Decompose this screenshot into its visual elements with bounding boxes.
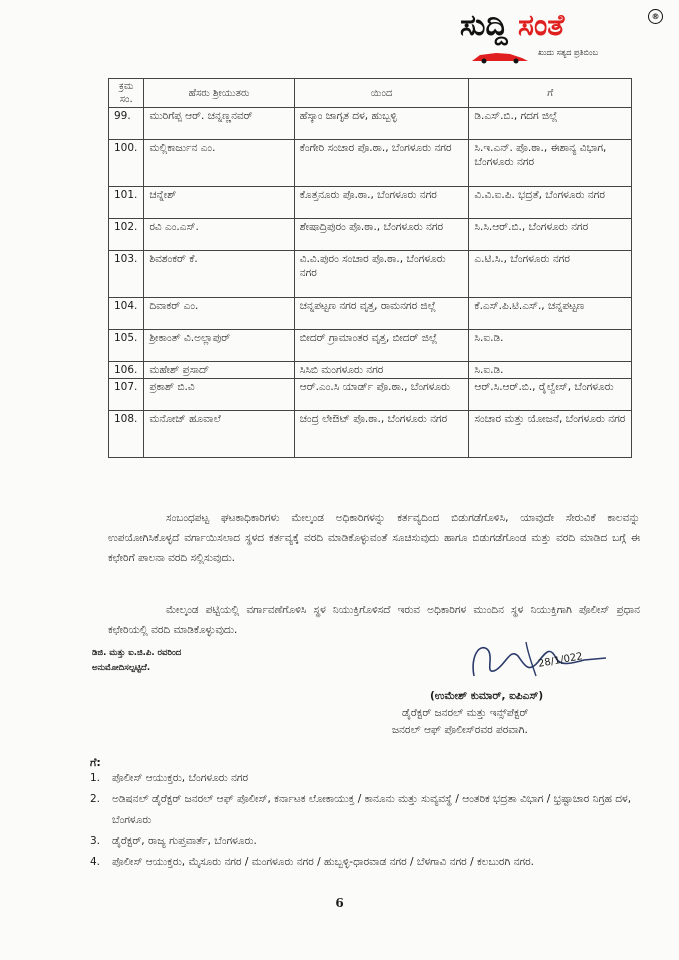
list-item-number: 1. [90,772,101,784]
table-row [109,298,632,330]
cell-name: ಮನೋಜ್ ಹೂವಾಲೆ [144,411,294,458]
cell-to: ಸಿ.ಸಿ.ಆರ್.ಬಿ., ಬೆಂಗಳೂರು ನಗರ [469,219,632,251]
logo-wordmark [460,6,564,46]
approval-line-1: ಡಿಜಿ. ಮತ್ತು ಐ.ಜಿ.ಪಿ. ರವರಿಂದ [92,648,182,658]
list-item [90,768,640,789]
cell-no: 107. [109,379,144,411]
cell-from: ಕೊತ್ತನೂರು ಪೊ.ಠಾ., ಬೆಂಗಳೂರು ನಗರ [294,187,469,219]
cell-from: ಸಿಸಿಬಿ ಮಂಗಳೂರು ನಗರ [294,362,469,379]
signer-designation-2: ಜನರಲ್ ಆಫ್ ಪೊಲೀಸ್‌ರವರ ಪರವಾಗಿ. [392,724,528,736]
list-item [90,831,640,852]
list-item [90,852,640,873]
cell-to: ಕೆ.ಎಸ್.ಪಿ.ಟಿ.ಎಸ್., ಚನ್ನಪಟ್ಟಣ [469,298,632,330]
site-logo [460,6,665,68]
cell-to: ಸಿ.ಐ.ಡಿ. [469,330,632,362]
cell-to: ವಿ.ವಿ.ಐ.ಪಿ. ಭದ್ರತೆ, ಬೆಂಗಳೂರು ನಗರ [469,187,632,219]
col-header-no: ಕ್ರಮ ಸಂ. [109,79,144,108]
recipients-heading: ಗೆ: [90,756,101,769]
cell-name: ಮಲ್ಲಿಕಾರ್ಜುನ ಎಂ. [144,140,294,187]
table-row [109,251,632,298]
cell-name: ರವಿ ಎಂ.ಎಸ್. [144,219,294,251]
signer-block [392,688,543,739]
table-row [109,108,632,140]
cell-name: ಚನ್ನೇಶ್ [144,187,294,219]
cell-to: ಸಂಚಾರ ಮತ್ತು ಯೋಜನೆ, ಬೆಂಗಳೂರು ನಗರ [469,411,632,458]
col-header-to: ಗೆ [469,79,632,108]
table-row [109,379,632,411]
table-row [109,330,632,362]
cell-name: ಪ್ರಕಾಶ್ ಬಿ.ವಿ [144,379,294,411]
cell-to: ಆರ್.ಸಿ.ಆರ್.ಬಿ., ರೈಲ್ವೇಸ್, ಬೆಂಗಳೂರು [469,379,632,411]
logo-part1: ಸುದ್ದಿ [460,8,508,43]
table-row [109,219,632,251]
cell-no: 108. [109,411,144,458]
cell-from: ಆರ್.ಎಂ.ಸಿ ಯಾರ್ಡ್ ಪೊ.ಠಾ., ಬೆಂಗಳೂರು [294,379,469,411]
cell-name: ಶಿವಶಂಕರ್ ಕೆ. [144,251,294,298]
list-item-number: 2. [90,793,101,805]
cell-name: ದಿವಾಕರ್ ಎಂ. [144,298,294,330]
cell-to: ಎ.ಟಿ.ಸಿ., ಬೆಂಗಳೂರು ನಗರ [469,251,632,298]
cell-to: ಸಿ.ಇ.ಎನ್. ಪೊ.ಠಾ., ಈಶಾನ್ಯ ವಿಭಾಗ, ಬೆಂಗಳೂರು ನಗರ [469,140,632,187]
list-item-text: ಪೊಲೀಸ್ ಆಯುಕ್ತರು, ಮೈಸೂರು ನಗರ / ಮಂಗಳೂರು ನಗರ / ಹುಬ್ಬಳ್ಳಿ-ಧಾರವಾಡ ನಗರ / ಬೆಳಗಾವಿ ನಗರ / ಕಲಬುರಗಿ ನಗರ. [112,856,534,868]
cell-from: ಚನ್ನಪಟ್ಟಣ ನಗರ ವೃತ್ತ, ರಾಮನಗರ ಜಿಲ್ಲೆ [294,298,469,330]
cell-no: 104. [109,298,144,330]
signer-designation: ಡೈರೆಕ್ಟರ್ ಜನರಲ್ ಮತ್ತು ಇನ್ಸ್‌ಪೆಕ್ಟರ್ [402,707,529,719]
instruction-paragraph: ಸಂಬಂಧಪಟ್ಟ ಘಟಕಾಧಿಕಾರಿಗಳು ಮೇಲ್ಕಂಡ ಅಧಿಕಾರಿಗಳನ್ನು ಕರ್ತವ್ಯದಿಂದ ಬಿಡುಗಡೆಗೊಳಿಸಿ, ಯಾವುದೇ ಸೇರುವಿಕೆ ಕಾಲವನ್ನು ಉಪಯೋಗಿಸಿಕೊಳ್ಳದೆ ವರ್ಗಾಯಿಸಲಾದ ಸ್ಥಳದ ಕರ್ತವ್ಯಕ್ಕೆ ವರದಿ ಮಾಡಿಕೊಳ್ಳುವಂತೆ ಸೂಚಿಸುವುದು ಹಾಗೂ ಬಿಡುಗಡೆಗೊಂಡ ಮತ್ತು ವರದಿ ಮಾಡಿದ ಬಗ್ಗೆ ಈ ಕಛೇರಿಗೆ ಪಾಲನಾ ವರದಿ ಸಲ್ಲಿಸುವುದು. [108,512,640,564]
approval-note [92,646,181,676]
logo-tagline: ಖುದು ಸತ್ಯದ ಪ್ರತಿಬಿಂಬ [538,48,598,57]
reporting-paragraph: ಮೇಲ್ಕಂಡ ಪಟ್ಟಿಯಲ್ಲಿ ವರ್ಗಾವಣೆಗೊಳಿಸಿ ಸ್ಥಳ ನಿಯುಕ್ತಿಗೊಳಿಸದೆ ಇರುವ ಅಧಿಕಾರಿಗಳ ಮುಂದಿನ ಸ್ಥಳ ನಿಯುಕ್ತಿಗಾಗಿ ಪೊಲೀಸ್ ಪ್ರಧಾನ ಕಛೇರಿಯಲ್ಲಿ ವರದಿ ಮಾಡಿಕೊಳ್ಳುವುದು. [108,604,640,636]
cell-from: ಹೆಸ್ಕಾಂ ಜಾಗೃತ ದಳ, ಹುಬ್ಬಳ್ಳಿ [294,108,469,140]
transfer-table [108,78,632,458]
cell-from: ವಿ.ವಿ.ಪುರಂ ಸಂಚಾರ ಪೊ.ಠಾ., ಬೆಂಗಳೂರು ನಗರ [294,251,469,298]
list-item-number: 4. [90,856,101,868]
list-item [90,789,640,831]
col-header-name: ಹೆಸರು ಶ್ರೀಯುತರು [144,79,294,108]
col-header-from: ಯಿಂದ [294,79,469,108]
cell-name: ಶ್ರೀಕಾಂತ್ ವಿ.ಅಲ್ಲಾಪುರ್ [144,330,294,362]
list-item-text: ಅಡಿಷನಲ್ ಡೈರೆಕ್ಟರ್ ಜನರಲ್ ಆಫ್ ಪೊಲೀಸ್, ಕರ್ನಾಟಕ ಲೋಕಾಯುಕ್ತ / ಕಾನೂನು ಮತ್ತು ಸುವ್ಯವಸ್ಥೆ / ಆಂತರಿಕ ಭದ್ರತಾ ವಿಭಾಗ / ಭ್ರಷ್ಟಾಚಾರ ನಿಗ್ರಹ ದಳ, ಬೆಂಗಳೂರು [112,793,632,826]
cell-no: 99. [109,108,144,140]
cell-name: ಮಹೇಶ್ ಪ್ರಸಾದ್ [144,362,294,379]
signature-date: 28/1/022 [537,651,584,670]
logo-registered-mark: ® [648,9,663,24]
cell-no: 103. [109,251,144,298]
table-row [109,362,632,379]
cell-from: ಕೆಂಗೇರಿ ಸಂಚಾರ ಪೊ.ಠಾ., ಬೆಂಗಳೂರು ನಗರ [294,140,469,187]
table-header-row [109,79,632,108]
cell-from: ಶೇಷಾದ್ರಿಪುರಂ ಪೊ.ಠಾ., ಬೆಂಗಳೂರು ನಗರ [294,219,469,251]
cell-from: ಚಂದ್ರ ಲೇಔಟ್ ಪೊ.ಠಾ., ಬೆಂಗಳೂರು ನಗರ [294,411,469,458]
approval-line-2: ಅನುಮೋದಿಸಲ್ಪಟ್ಟಿದೆ. [92,663,151,673]
cell-name: ಮುರಿಗೆಪ್ಪ ಆರ್. ಚನ್ನಣ್ಣನವರ್ [144,108,294,140]
cell-no: 102. [109,219,144,251]
cell-no: 100. [109,140,144,187]
list-item-text: ಡೈರೆಕ್ಟರ್, ರಾಜ್ಯ ಗುಪ್ತವಾರ್ತೆ, ಬೆಂಗಳೂರು. [112,835,257,847]
page-number: 6 [335,896,344,910]
cell-to: ಡಿ.ಎಸ್.ಬಿ., ಗದಗ ಜಿಲ್ಲೆ [469,108,632,140]
recipients-list [90,768,640,873]
logo-part2: ಸಂತೆ [518,8,565,43]
cell-no: 105. [109,330,144,362]
car-icon [470,50,530,64]
cell-no: 106. [109,362,144,379]
list-item-number: 3. [90,835,101,847]
table-row [109,411,632,458]
table-row [109,140,632,187]
list-item-text: ಪೊಲೀಸ್ ಆಯುಕ್ತರು, ಬೆಂಗಳೂರು ನಗರ [112,772,249,784]
cell-from: ಬೀದರ್ ಗ್ರಾಮಾಂತರ ವೃತ್ತ, ಬೀದರ್ ಜಿಲ್ಲೆ [294,330,469,362]
cell-no: 101. [109,187,144,219]
signer-name: (ಉಮೇಶ್ ಕುಮಾರ್, ಐಪಿಎಸ್) [430,690,544,702]
cell-to: ಸಿ.ಐ.ಡಿ. [469,362,632,379]
table-row [109,187,632,219]
